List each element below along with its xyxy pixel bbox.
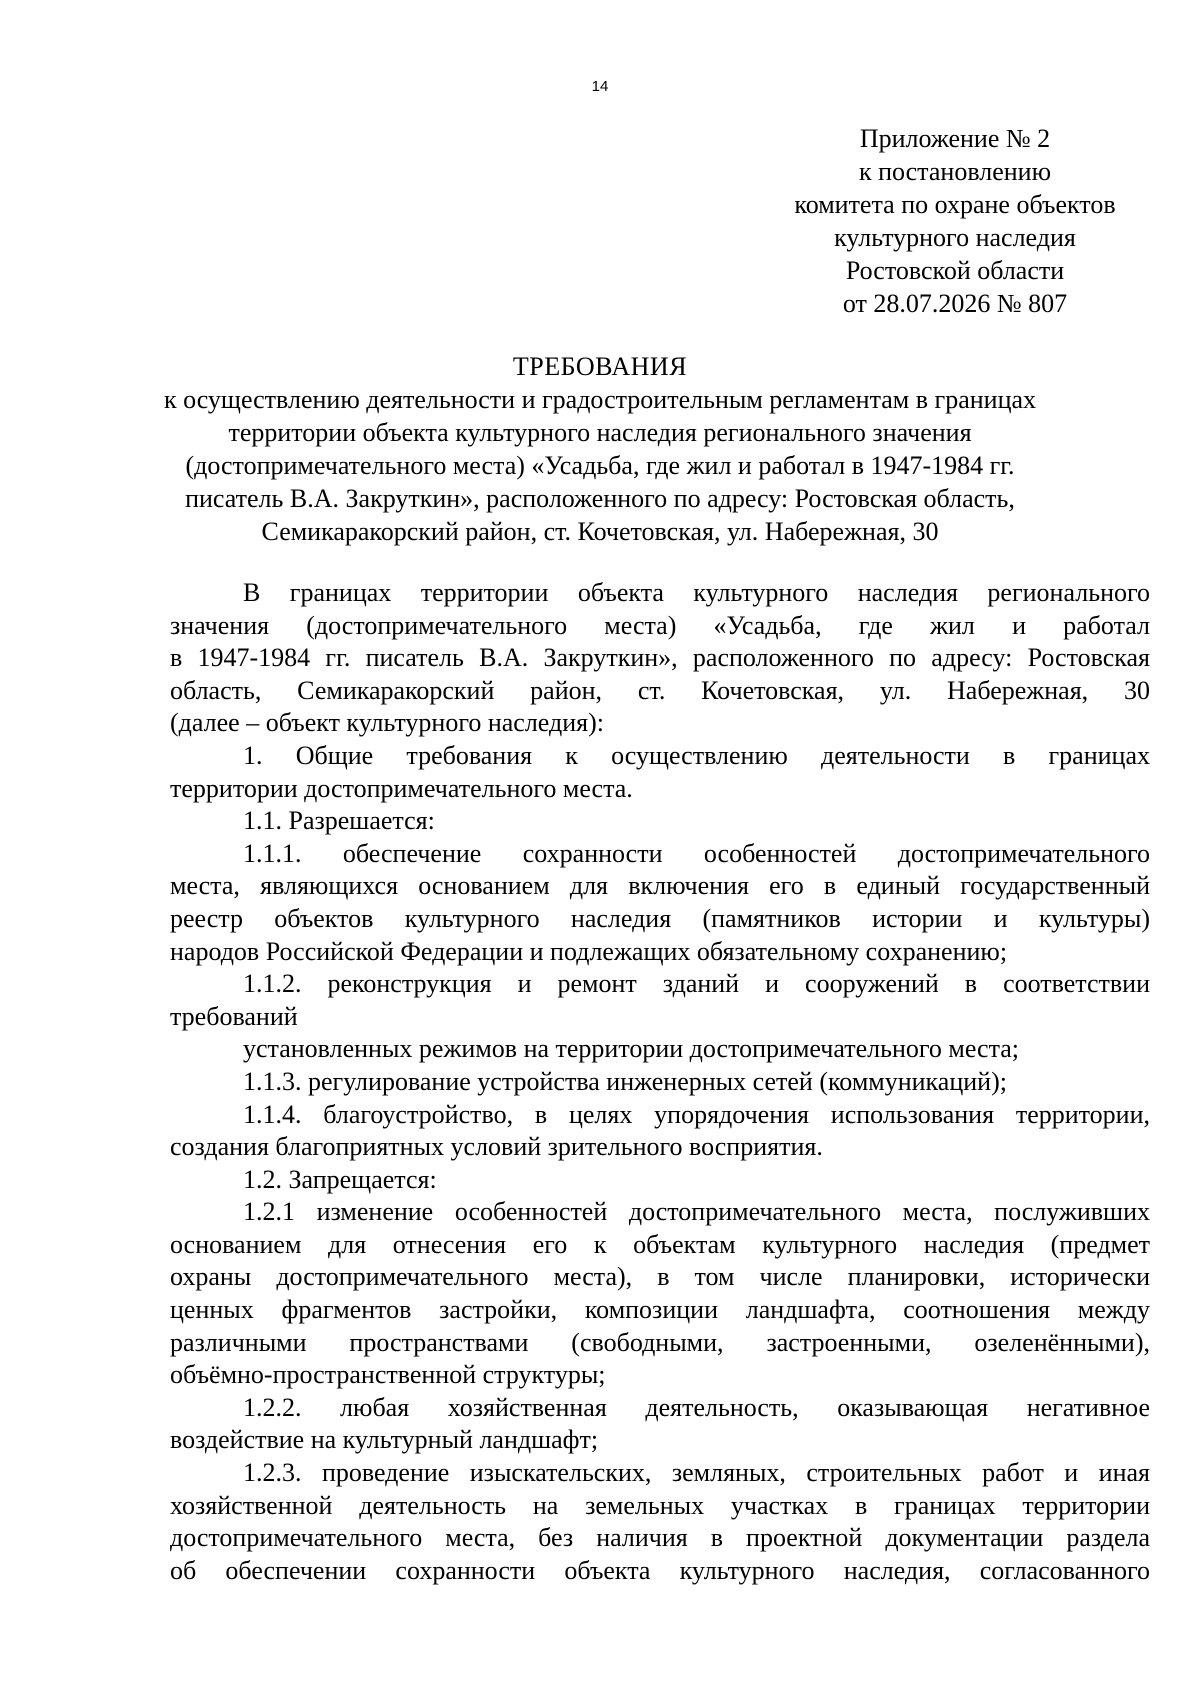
body-line: (далее – объект культурного наследия): xyxy=(170,708,604,738)
body-line: места, являющихся основанием для включения его в единый государственный xyxy=(170,871,1150,901)
body-line: 1. Общие требования к осуществлению деятельности в границах xyxy=(243,740,1150,770)
document-subtitle-line: к осуществлению деятельности и градостроительным регламентам в границах xyxy=(163,385,1037,414)
body-line: основанием для отнесения его к объектам культурного наследия (предмет xyxy=(170,1229,1150,1259)
document-subtitle-line: (достопримечательного места) «Усадьба, где жил и работал в 1947-1984 гг. xyxy=(185,451,1015,480)
body-line: воздействие на культурный ландшафт; xyxy=(170,1425,599,1455)
document-body xyxy=(170,577,1150,1587)
body-line: объёмно-пространственной структуры; xyxy=(170,1360,606,1390)
body-line: значения (достопримечательного места) «Усадьба, где жил и работал xyxy=(170,610,1150,640)
body-line: об обеспечении сохранности объекта культурного наследия, согласованного xyxy=(170,1555,1150,1585)
appendix-line: культурного наследия xyxy=(834,223,1076,252)
body-line: 1.2.1 изменение особенностей достопримечательного места, послуживших xyxy=(243,1197,1150,1227)
body-line: 1.2.3. проведение изыскательских, земляных, строительных работ и иная xyxy=(243,1458,1150,1488)
body-line: 1.2.2. любая хозяйственная деятельность, оказывающая негативное xyxy=(243,1392,1150,1422)
document-subtitle-line: территории объекта культурного наследия регионального значения xyxy=(228,418,972,447)
appendix-block xyxy=(730,122,1180,320)
appendix-line: Ростовской области xyxy=(845,256,1065,285)
body-line: 1.2. Запрещается: xyxy=(243,1164,437,1194)
body-line: в 1947-1984 гг. писатель В.А. Закруткин», расположенного по адресу: Ростовская xyxy=(170,643,1150,673)
body-line: ценных фрагментов застройки, композиции ландшафта, соотношения между xyxy=(170,1295,1150,1325)
body-line: требований xyxy=(170,1001,298,1031)
body-line: установленных режимов на территории достопримечательного места; xyxy=(243,1034,1020,1064)
appendix-line: комитета по охране объектов xyxy=(794,190,1116,219)
appendix-line: к постановлению xyxy=(858,157,1052,186)
body-line: 1.1.4. благоустройство, в целях упорядочения использования территории, xyxy=(243,1099,1150,1129)
body-line: 1.1.1. обеспечение сохранности особенностей достопримечательного xyxy=(243,838,1150,868)
body-line: 1.1.3. регулирование устройства инженерных сетей (коммуникаций); xyxy=(243,1066,1007,1096)
body-line: 1.1.2. реконструкция и ремонт зданий и сооружений в соответствии xyxy=(243,969,1150,999)
body-line: реестр объектов культурного наследия (памятников истории и культуры) xyxy=(170,903,1150,933)
document-title: ТРЕБОВАНИЯ xyxy=(512,352,688,381)
body-line: территории достопримечательного места. xyxy=(170,773,633,803)
body-line: область, Семикаракорский район, ст. Кочетовская, ул. Набережная, 30 xyxy=(170,675,1150,705)
body-line: различными пространствами (свободными, застроенными, озеленёнными), xyxy=(170,1327,1150,1357)
body-line: охраны достопримечательного места), в том числе планировки, исторически xyxy=(170,1262,1150,1292)
document-heading xyxy=(140,350,1060,548)
body-line: создания благоприятных условий зрительного восприятия. xyxy=(170,1132,823,1162)
page-number: 14 xyxy=(591,78,609,95)
body-line: 1.1. Разрешается: xyxy=(243,806,435,836)
appendix-line: Приложение № 2 xyxy=(859,124,1051,153)
document-subtitle-line: Семикаракорский район, ст. Кочетовская, ул. Набережная, 30 xyxy=(261,517,939,546)
body-line: народов Российской Федерации и подлежащих обязательному сохранению; xyxy=(170,936,1008,966)
body-line: достопримечательного места, без наличия в проектной документации раздела xyxy=(170,1523,1150,1553)
appendix-line: от 28.07.2026 № 807 xyxy=(842,289,1068,318)
document-subtitle-line: писатель В.А. Закруткин», расположенного по адресу: Ростовская область, xyxy=(185,484,1015,513)
body-line: хозяйственной деятельность на земельных участках в границах территории xyxy=(170,1490,1150,1520)
body-line: В границах территории объекта культурного наследия регионального xyxy=(243,578,1150,607)
